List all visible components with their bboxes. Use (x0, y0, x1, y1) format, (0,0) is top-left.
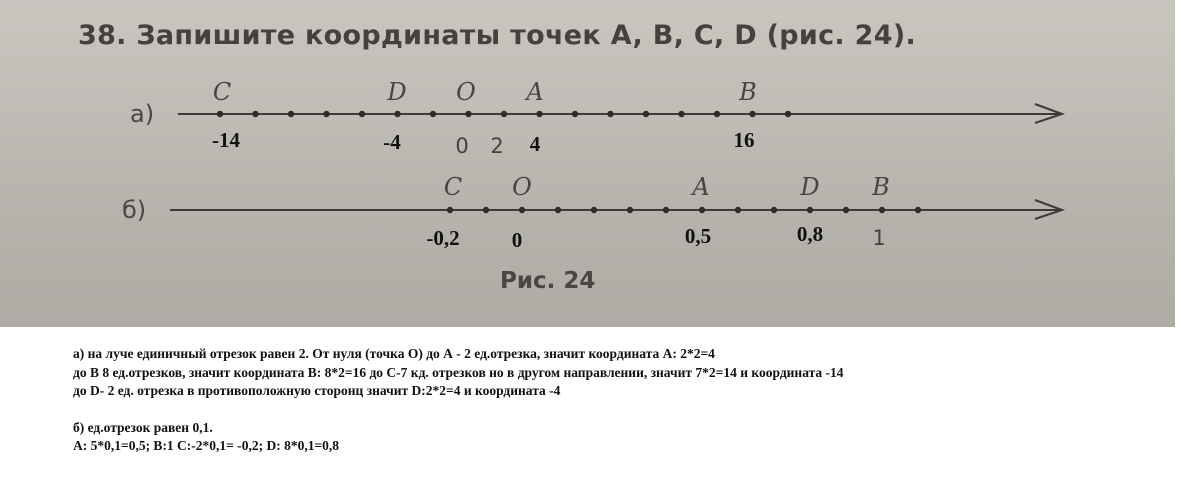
tick-dot (591, 207, 597, 213)
point-label-a-o: O (456, 78, 476, 106)
solution-text (73, 345, 844, 456)
tick-dot (749, 111, 755, 117)
tick-dot (447, 207, 453, 213)
point-label-b-d: D (800, 173, 820, 201)
tick-dot (678, 111, 684, 117)
solution-line: до В 8 ед.отрезков, значит координата В: 8*2=16 до С-7 кд. отрезков но в другом направлении, значит 7*2=14 и координата -14 (73, 364, 844, 380)
point-label-a-b: B (739, 78, 757, 106)
tick-dot (607, 111, 613, 117)
tick-dot (217, 111, 223, 117)
coord-b-d: 0,8 (796, 222, 824, 246)
tick-dot (699, 207, 705, 213)
tick-dot (519, 207, 525, 213)
row-label-a: а) (130, 100, 155, 128)
tick-dot (483, 207, 489, 213)
coord-a-b: 16 (733, 128, 755, 152)
point-label-a-d: D (387, 78, 407, 106)
solution-line: до D- 2 ед. отрезка в противоположную сторонц значит D:2*2=4 и координата -4 (73, 383, 561, 398)
coord-a-c: -14 (212, 128, 240, 152)
tick-dot (843, 207, 849, 213)
point-label-b-c: C (443, 173, 463, 201)
figure-caption: Рис. 24 (500, 268, 596, 294)
point-label-b-a: A (692, 173, 710, 201)
row-label-b: б) (122, 196, 147, 224)
tick-dot (465, 111, 471, 117)
tick-dot (323, 111, 329, 117)
solution-line: б) ед.отрезок равен 0,1. (73, 419, 213, 435)
tick-dot (501, 111, 507, 117)
tick-dot (252, 111, 258, 117)
tick-dot (359, 111, 365, 117)
tick-dot (771, 207, 777, 213)
coord-b-c: -0,2 (426, 226, 460, 250)
tick-dot (394, 111, 400, 117)
point-label-a-c: C (212, 78, 232, 106)
tick-dot (785, 111, 791, 117)
tick-dot (572, 111, 578, 117)
tick-dot (714, 111, 720, 117)
tick-label-a-2: 2 (490, 134, 504, 158)
tick-dot (536, 111, 542, 117)
solution-line: а) на луче единичный отрезок равен 2. От нуля (точка О) до А - 2 ед.отрезка, значит координата А: 2*2=4 (73, 346, 715, 361)
coord-a-d: -4 (383, 130, 401, 154)
tick-dot (627, 207, 633, 213)
point-label-b-o: O (512, 173, 532, 201)
tick-label-b-1: 1 (872, 226, 886, 250)
tick-label-a-0: 0 (455, 134, 469, 158)
coord-b-o: 0 (511, 228, 523, 252)
coord-a-a: 4 (529, 132, 541, 156)
tick-dot (879, 207, 885, 213)
tick-dot (288, 111, 294, 117)
point-label-b-b: B (872, 173, 890, 201)
tick-dot (807, 207, 813, 213)
tick-dot (643, 111, 649, 117)
tick-dot (663, 207, 669, 213)
point-label-a-a: A (526, 78, 544, 106)
solution-line: А: 5*0,1=0,5; В:1 С:-2*0,1= -0,2; D: 8*0,1=0,8 (73, 438, 340, 453)
tick-dot (735, 207, 741, 213)
tick-dot (430, 111, 436, 117)
tick-dot (915, 207, 921, 213)
task-title: 38. Запишите координаты точек A, B, C, D (рис. 24). (78, 20, 917, 51)
tick-dot (555, 207, 561, 213)
coord-b-a: 0,5 (684, 224, 712, 248)
